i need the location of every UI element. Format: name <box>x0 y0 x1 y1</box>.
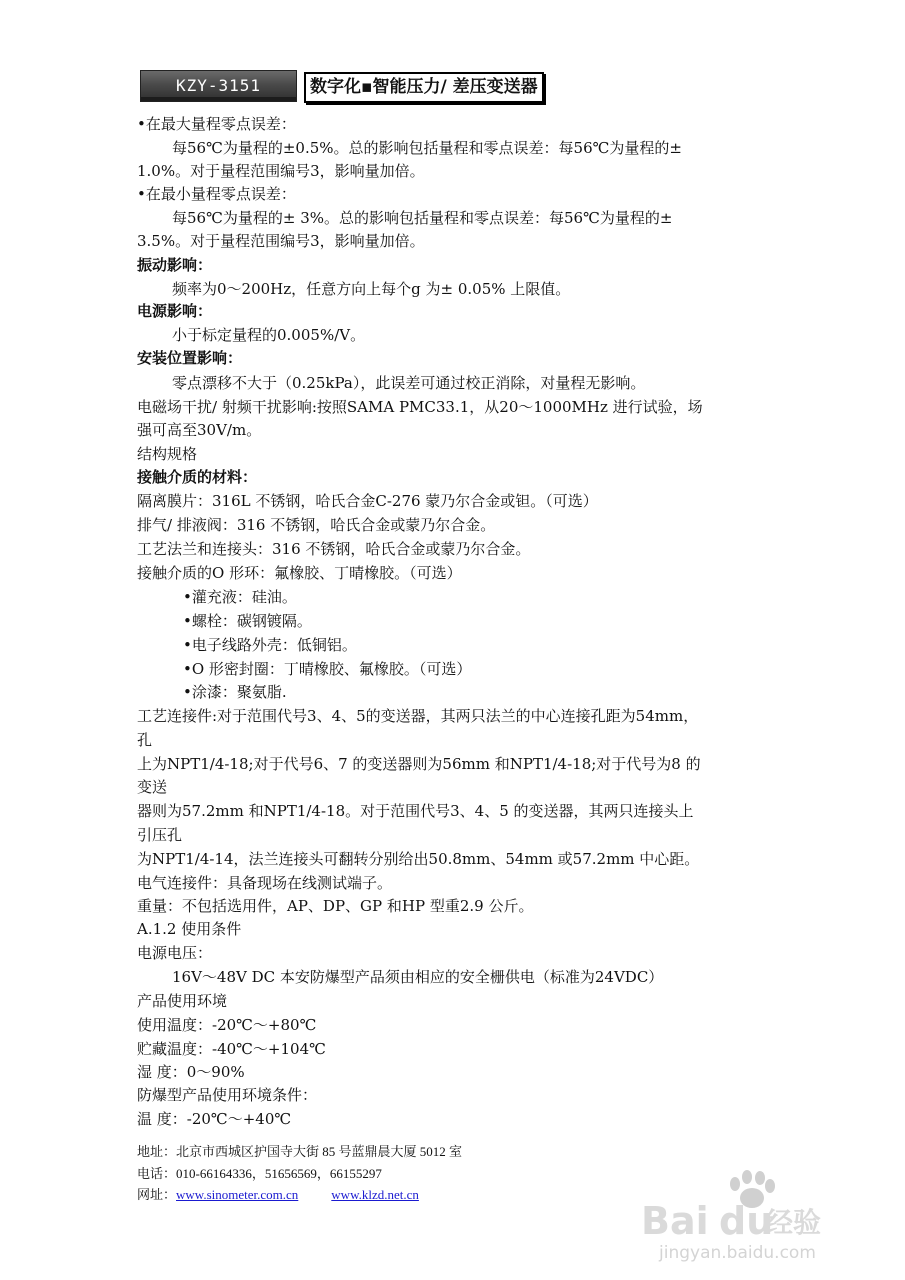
body-text: 工艺连接件:对于范围代号3、4、5的变送器，其两只法兰的中心连接孔距为54mm， <box>137 707 699 725</box>
baidu-jingyan-watermark <box>635 1140 845 1265</box>
footer-address: 地址：北京市西城区护国寺大街 85 号蓝鼎晨大厦 5012 室 <box>137 1144 463 1159</box>
body-text: 3.5%。对于量程范围编号3，影响量加倍。 <box>137 232 425 250</box>
watermark-suffix: 经验 <box>765 1206 822 1239</box>
body-text: 防爆型产品使用环境条件： <box>137 1086 318 1104</box>
heading-structure: 结构规格 <box>137 445 198 463</box>
list-item: •O 形密封圈：丁晴橡胶、氟橡胶。（可选） <box>183 660 472 678</box>
bullet-min-range-zero-error: •在最小量程零点误差： <box>137 185 296 203</box>
footer-phone: 电话：010-66164336，51656569，66155297 <box>137 1166 382 1181</box>
body-text: 每56℃为量程的±0.5%。总的影响包括量程和零点误差：每56℃为量程的± <box>172 139 682 157</box>
body-text: 每56℃为量程的± 3%。总的影响包括量程和零点误差：每56℃为量程的± <box>172 209 673 227</box>
body-text: 使用温度：-20℃～+80℃ <box>137 1016 317 1034</box>
watermark-url: jingyan.baidu.com <box>659 1243 816 1263</box>
watermark-brand-du: du <box>719 1199 774 1243</box>
list-item: •灌充液：硅油。 <box>183 588 297 606</box>
body-text: 为NPT1/4-14，法兰连接头可翻转分别给出50.8mm、54mm 或57.2mm 中心距。 <box>137 850 700 868</box>
body-text: 强可高至30V/m。 <box>137 421 262 439</box>
body-text: 孔 <box>137 731 153 749</box>
heading-wetted-materials: 接触介质的材料： <box>137 468 258 486</box>
list-item: •涂漆：聚氨脂. <box>183 683 287 701</box>
footer-web-label: 网址： <box>137 1187 177 1202</box>
body-text: 接触介质的O 形环：氟橡胶、丁晴橡胶。（可选） <box>137 564 462 582</box>
heading-mounting-position: 安装位置影响： <box>137 349 243 367</box>
heading-vibration: 振动影响： <box>137 256 213 274</box>
body-text: 电磁场干扰/ 射频干扰影响:按照SAMA PMC33.1，从20～1000MHz 进行试验，场 <box>137 398 703 416</box>
footer-web <box>137 1186 419 1204</box>
body-text: 工艺法兰和连接头：316 不锈钢，哈氏合金或蒙乃尔合金。 <box>137 540 531 558</box>
bullet-max-range-zero-error: •在最大量程零点误差： <box>137 115 296 133</box>
list-item: •电子线路外壳：低铜铝。 <box>183 636 357 654</box>
body-text: 变送 <box>137 778 168 796</box>
body-text: 产品使用环境 <box>137 992 228 1010</box>
link-sinometer[interactable]: www.sinometer.com.cn <box>176 1187 299 1202</box>
body-text: 上为NPT1/4-18;对于代号6、7 的变送器则为56mm 和NPT1/4-18;对于代号为8 的 <box>137 755 701 773</box>
body-text: 器则为57.2mm 和NPT1/4-18。对于范围代号3、4、5 的变送器，其两只连接头上 <box>137 802 694 820</box>
link-klzd[interactable]: www.klzd.net.cn <box>331 1187 419 1202</box>
list-item: •螺栓：碳钢镀隔。 <box>183 612 312 630</box>
body-text: 电源电压： <box>137 944 213 962</box>
body-text: 排气/ 排液阀：316 不锈钢，哈氏合金或蒙乃尔合金。 <box>137 516 496 534</box>
body-text: 湿 度：0～90% <box>137 1063 245 1081</box>
body-text: 引压孔 <box>137 826 183 844</box>
body-text: 频率为0～200Hz，任意方向上每个g 为± 0.05% 上限值。 <box>172 280 571 298</box>
body-text: 电气连接件：具备现场在线测试端子。 <box>137 874 393 892</box>
document-title: 数字化▪智能压力/ 差压变送器 <box>304 72 544 103</box>
body-text: 贮藏温度：-40℃～+104℃ <box>137 1040 326 1058</box>
body-text: 温 度：-20℃～+40℃ <box>137 1110 292 1128</box>
watermark-brand: Bai <box>641 1199 709 1243</box>
heading-operating-conditions: A.1.2 使用条件 <box>137 920 242 938</box>
body-text: 零点漂移不大于（0.25kPa），此误差可通过校正消除，对量程无影响。 <box>172 374 646 392</box>
model-badge: KZY-3151 <box>140 70 297 102</box>
body-text: 16V～48V DC 本安防爆型产品须由相应的安全栅供电（标准为24VDC） <box>172 968 664 986</box>
heading-power-supply: 电源影响： <box>137 302 213 320</box>
body-text: 小于标定量程的0.005%/V。 <box>172 326 366 344</box>
body-text: 隔离膜片：316L 不锈钢，哈氏合金C-276 蒙乃尔合金或钽。（可选） <box>137 492 598 510</box>
body-text: 重量：不包括选用件，AP、DP、GP 和HP 型重2.9 公斤。 <box>137 897 534 915</box>
body-text: 1.0%。对于量程范围编号3，影响量加倍。 <box>137 162 425 180</box>
